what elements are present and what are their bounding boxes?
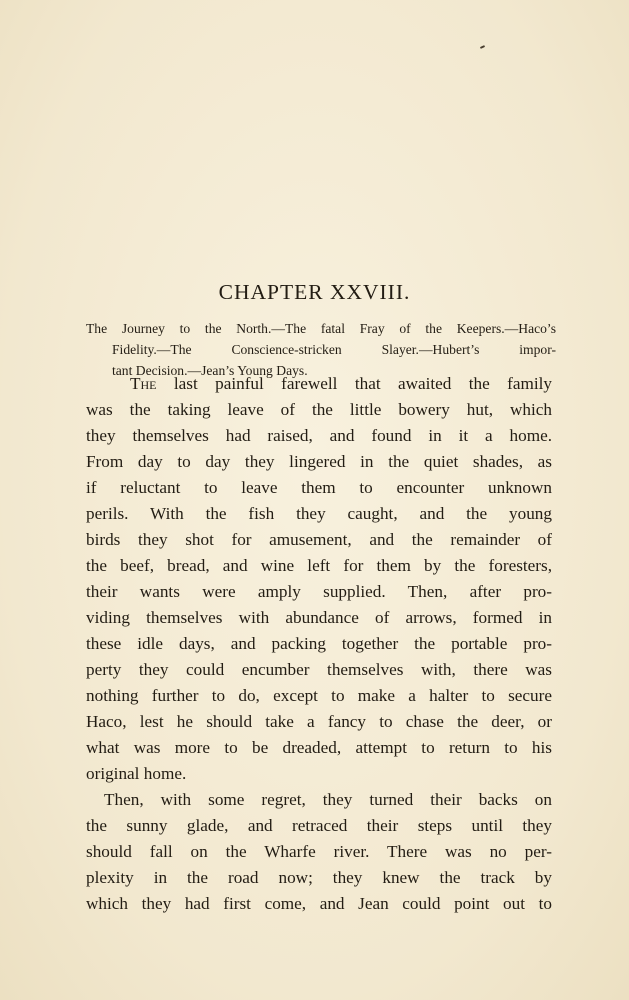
lead-word: The — [130, 374, 157, 393]
text-line: nothing further to do, except to make a halter to secure — [86, 686, 552, 705]
chapter-title: CHAPTER XXVIII. — [218, 280, 411, 304]
text-line: if reluctant to leave them to encounter unknown — [86, 478, 552, 497]
text-line: which they had first come, and Jean could point out to — [86, 894, 552, 913]
text-line: viding themselves with abundance of arrows, formed in — [86, 608, 552, 627]
text-line: was the taking leave of the little bowery hut, which — [86, 400, 552, 419]
paragraph-first-line — [130, 371, 552, 397]
text-line: Haco, lest he should take a fancy to chase the deer, or — [86, 712, 552, 731]
text-line: should fall on the Wharfe river. There was no per- — [86, 842, 552, 861]
text-line: the sunny glade, and retraced their steps until they — [86, 816, 552, 835]
text-line: perils. With the fish they caught, and the young — [86, 504, 552, 523]
synopsis-line: Fidelity.—The Conscience-stricken Slayer.—Hubert’s impor- — [112, 342, 556, 357]
text-line: what was more to be dreaded, attempt to return to his — [86, 738, 552, 757]
text-line: they themselves had raised, and found in it a home. — [86, 426, 552, 445]
ink-speck — [480, 45, 485, 49]
text-line: birds they shot for amusement, and the remainder of — [86, 530, 552, 549]
text-line: their wants were amply supplied. Then, after pro- — [86, 582, 552, 601]
text-line: From day to day they lingered in the quiet shades, as — [86, 452, 552, 471]
text-line: the beef, bread, and wine left for them by the foresters, — [86, 556, 552, 575]
synopsis-line: tant Decision.—Jean’s Young Days. — [112, 363, 308, 378]
paragraph-first-line: Then, with some regret, they turned their backs on — [104, 790, 552, 809]
text-line: these idle days, and packing together the portable pro- — [86, 634, 552, 653]
text-line: original home. — [86, 764, 187, 783]
synopsis-line: The Journey to the North.—The fatal Fray of the Keepers.—Haco’s — [86, 321, 556, 336]
chapter-body — [86, 371, 552, 917]
first-line-rest: last painful farewell that awaited the family — [173, 374, 552, 393]
text-line: perty they could encumber themselves with, there was — [86, 660, 552, 679]
text-line: plexity in the road now; they knew the track by — [86, 868, 552, 887]
